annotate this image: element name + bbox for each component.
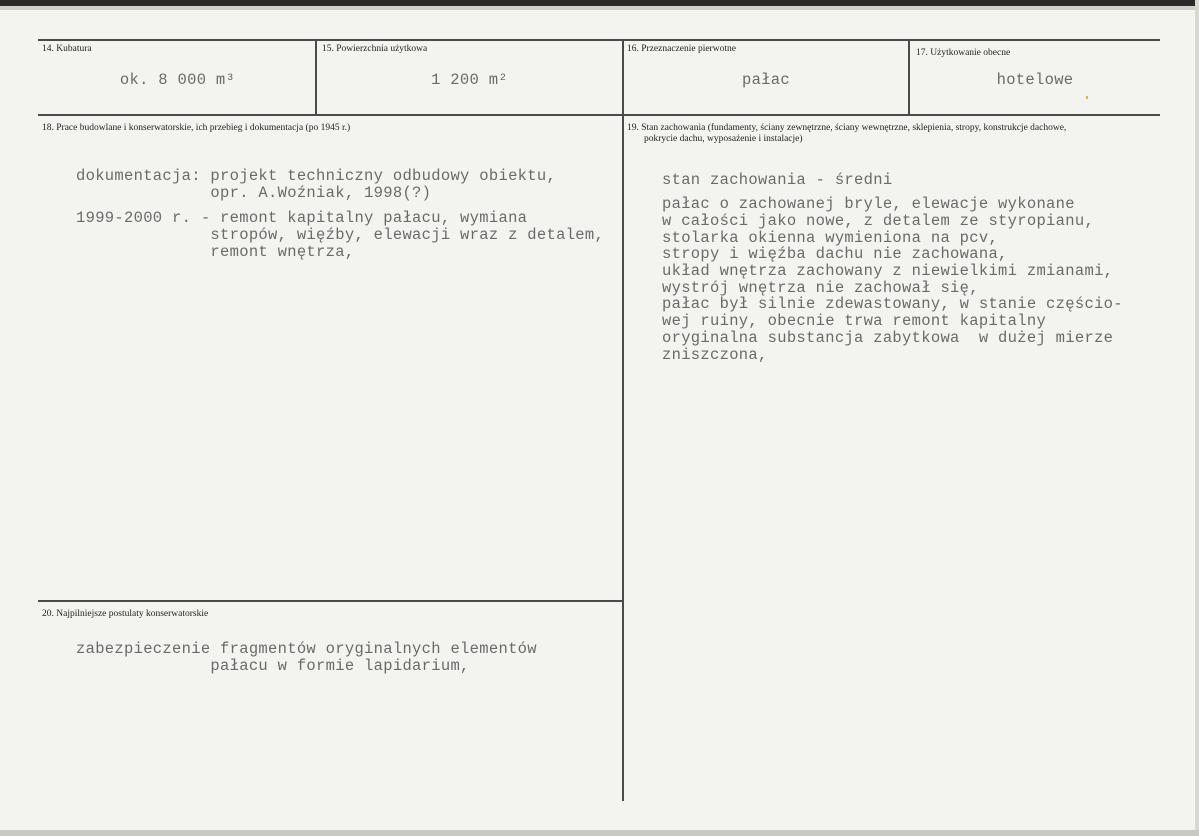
field-14-value: ok. 8 000 m³: [119, 71, 236, 89]
field-18-line: dokumentacja: projekt techniczny odbudowy obiektu,: [76, 167, 557, 185]
grid-line-field20-top: [38, 600, 624, 602]
scan-right-edge: [1195, 0, 1199, 836]
scan-bottom-edge: [0, 830, 1199, 836]
field-19-line: stan zachowania - średni: [662, 171, 893, 189]
field-15-value: 1 200 m²: [431, 71, 508, 89]
field-19-line: stolarka okienna wymieniona na pcv,: [662, 229, 999, 247]
grid-line-col2: [622, 39, 624, 801]
field-19-label: 19. Stan zachowania (fundamenty, ściany zewnętrzne, ściany wewnętrzne, sklepienia, stropy, konstrukcje dachowe,: [627, 123, 1067, 133]
field-17-label: 17. Użytkowanie obecne: [916, 48, 1011, 58]
field-19-line: w całości jako nowe, z detalem ze styropianu,: [662, 212, 1095, 230]
grid-line-top: [38, 39, 1160, 41]
grid-line-row1-bottom: [38, 114, 1160, 116]
field-19-line: układ wnętrza zachowany z niewielkimi zmianami,: [662, 262, 1114, 280]
field-18-line: 1999-2000 r. - remont kapitalny pałacu, wymiana: [76, 209, 528, 227]
ink-speck: [1086, 96, 1088, 99]
field-19-line: wej ruiny, obecnie trwa remont kapitalny: [662, 312, 1047, 330]
field-16-label: 16. Przeznaczenie pierwotne: [627, 44, 736, 54]
field-19-line: oryginalna substancja zabytkowa w dużej mierze: [662, 329, 1114, 347]
field-19-line: pałac o zachowanej bryle, elewacje wykonane: [662, 195, 1075, 213]
field-20-line: pałacu w formie lapidarium,: [76, 657, 470, 675]
field-20-line: zabezpieczenie fragmentów oryginalnych elementów: [76, 640, 537, 658]
field-20-label: 20. Najpilniejsze postulaty konserwatorskie: [42, 609, 209, 619]
field-17-value: hotelowe: [996, 71, 1074, 89]
field-16-value: pałac: [741, 71, 790, 89]
field-15-label: 15. Powierzchnia użytkowa: [322, 44, 428, 54]
field-18-line: opr. A.Woźniak, 1998(?): [76, 184, 432, 202]
field-14-label: 14. Kubatura: [42, 44, 92, 54]
scan-top-shadow: [0, 6, 1199, 10]
field-19-line: zniszczona,: [662, 346, 768, 364]
field-19-line: wystrój wnętrza nie zachował się,: [662, 279, 979, 297]
field-18-line: stropów, więźby, elewacji wraz z detalem,: [76, 226, 605, 244]
field-18-label: 18. Prace budowlane i konserwatorskie, ich przebieg i dokumentacja (po 1945 r.): [42, 123, 351, 133]
field-18-line: remont wnętrza,: [76, 243, 355, 261]
field-19-label-cont: pokrycie dachu, wyposażenie i instalacje): [644, 134, 803, 144]
field-19-line: pałac był silnie zdewastowany, w stanie częścio-: [662, 295, 1123, 313]
field-19-line: stropy i więźba dachu nie zachowana,: [662, 245, 1008, 263]
